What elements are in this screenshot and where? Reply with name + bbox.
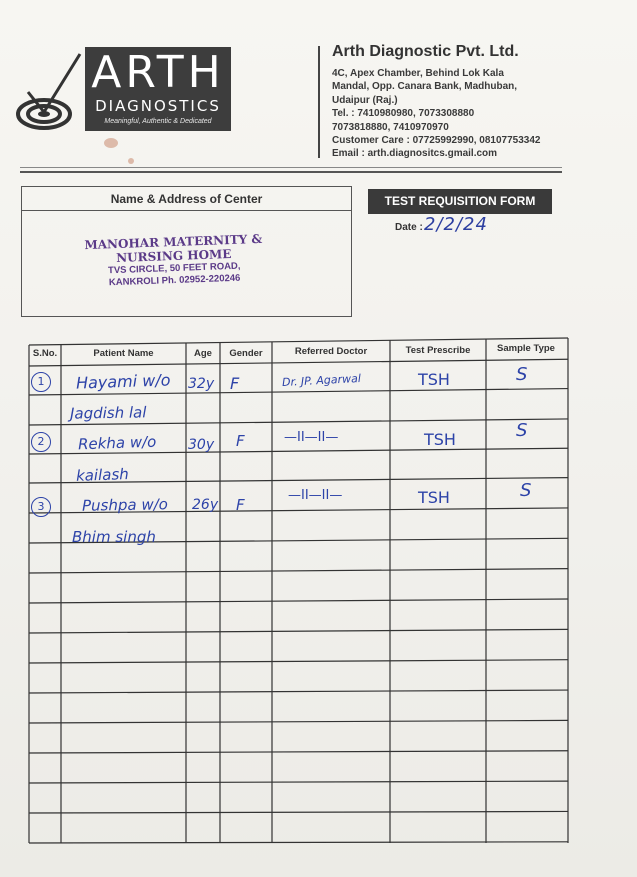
table-row-line — [29, 569, 568, 573]
sample-type: S — [516, 364, 528, 385]
table-row-line — [29, 811, 568, 813]
test-prescribed: TSH — [418, 370, 450, 389]
header-gender: Gender — [229, 348, 263, 359]
patient-name-cont: kailash — [75, 465, 130, 485]
patient-name: Hayami w/o — [75, 370, 171, 393]
address-line: Udaipur (Raj.) — [332, 94, 398, 106]
table-row-line — [29, 842, 568, 843]
table-row-line — [29, 751, 568, 753]
referred-doctor: —II—II— — [288, 488, 343, 503]
phone-line: 7073818880, 7410970970 — [332, 121, 449, 133]
header-referred-doctor: Referred Doctor — [294, 346, 368, 357]
header-sno: S.No. — [32, 348, 58, 359]
patient-name: Rekha w/o — [77, 432, 157, 454]
center-title: Name & Address of Center — [22, 187, 351, 211]
stamp-line: MANOHAR MATERNITY & — [84, 231, 263, 253]
phone-line: Tel. : 7410980980, 7073308880 — [332, 108, 475, 120]
patient-age: 26y — [192, 497, 219, 513]
sample-type: S — [516, 420, 528, 441]
table-row-line — [29, 690, 568, 693]
customer-care-line: Customer Care : 07725992990, 08107753342 — [332, 135, 541, 147]
address-line: Mandal, Opp. Canara Bank, Madhuban, — [332, 81, 518, 93]
patient-gender: F — [236, 496, 245, 514]
stamp-line: KANKROLI Ph. 02952-220246 — [108, 272, 241, 289]
address-line: 4C, Apex Chamber, Behind Lok Kala — [332, 68, 504, 79]
referred-doctor: —II—II— — [284, 430, 339, 445]
table-row-line — [29, 629, 568, 633]
logo-tagline: Meaningful, Authentic & Dedicated — [104, 118, 212, 125]
header-age: Age — [194, 348, 212, 359]
table-row-line — [29, 660, 568, 663]
table-row-line — [29, 781, 568, 783]
header-sample-type: Sample Type — [497, 343, 555, 354]
patient-gender: F — [236, 432, 245, 450]
stamp-line: NURSING HOME — [115, 246, 232, 266]
patient-gender: F — [230, 374, 240, 393]
table-row-line — [29, 720, 568, 723]
patient-name-cont: Jagdish lal — [69, 403, 147, 423]
date-value: 2/2/24 — [424, 214, 488, 235]
stamp-line: TVS CIRCLE, 50 FEET ROAD, — [107, 260, 241, 277]
row-number: 1 — [31, 372, 51, 392]
logo-word: ARTH — [91, 47, 225, 98]
header-patient-name: Patient Name — [93, 348, 154, 359]
email-line: Email : arth.diagnositcs.gmail.com — [332, 148, 498, 160]
test-prescribed: TSH — [424, 430, 456, 449]
row-number: 3 — [31, 497, 51, 517]
patient-age: 30y — [188, 437, 215, 453]
patient-name: Pushpa w/o — [81, 495, 169, 515]
company-name: Arth Diagnostic Pvt. Ltd. — [332, 43, 519, 60]
logo-subtitle: DIAGNOSTICS — [95, 97, 221, 115]
form-title: TEST REQUISITION FORM — [368, 189, 552, 214]
table-row-line — [29, 599, 568, 603]
date-label: Date : — [395, 222, 423, 233]
test-prescribed: TSH — [418, 488, 450, 507]
referred-doctor: Dr. JP. Agarwal — [281, 371, 362, 390]
patient-name-cont: Bhim singh — [72, 528, 156, 546]
row-number: 2 — [31, 432, 51, 452]
patient-age: 32y — [188, 376, 215, 392]
header-test-prescribe: Test Prescribe — [405, 345, 471, 356]
sample-type: S — [520, 480, 532, 501]
